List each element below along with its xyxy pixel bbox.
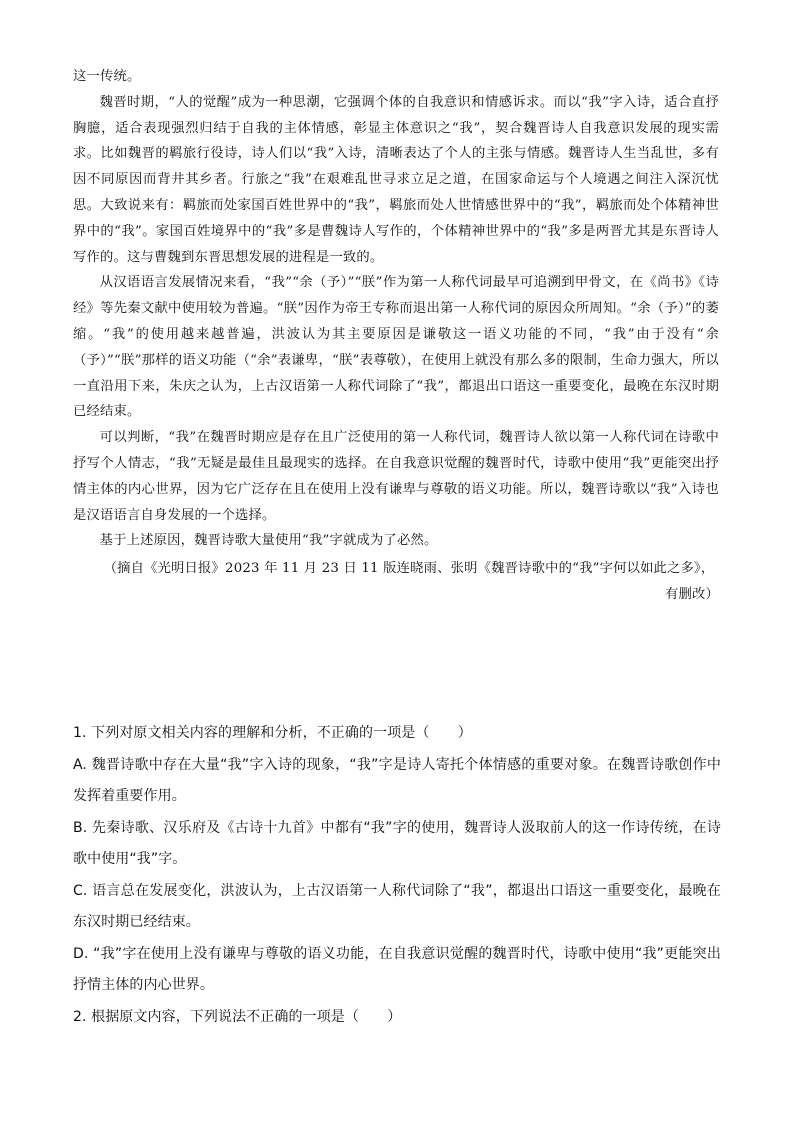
reading-passage [73, 64, 719, 608]
passage-fragment: 这一传统。 [73, 69, 141, 84]
question-section [73, 718, 721, 1033]
passage-paragraph: 可以判断，“我”在魏晋时期应是存在且广泛使用的第一人称代词，魏晋诗人欲以第一人称代词在诗歌中抒写个人情志，“我”无疑是最佳且最现实的选择。在自我意识觉醒的魏晋时代，诗歌中使用“我”更能突出抒情主体的内心世界，因为它广泛存在且在使用上没有谦卑与尊敬的语义功能。所以，魏晋诗歌以“我”入诗也是汉语语言自身发展的一个选择。 [73, 430, 719, 523]
question-option-a: A. 魏晋诗歌中存在大量“我”字入诗的现象，“我”字是诗人寄托个体情感的重要对象。在魏晋诗歌创作中发挥着重要作用。 [73, 756, 721, 804]
passage-paragraph: 从汉语语言发展情况来看，“我”“余（予）”“朕”作为第一人称代词最早可追溯到甲骨文，在《尚书》《诗经》等先秦文献中使用较为普遍。“朕”因作为帝王专称而退出第一人称代词的原因众所周知。“余（予）”的萎缩。“我”的使用越来越普遍，洪波认为其主要原因是谦敬这一语义功能的不同，“我”由于没有“余（予）”“朕”那样的语义功能（“余”表谦卑，“朕”表尊敬），在使用上就没有那么多的限制，生命力强大，所以一直沿用下来，朱庆之认为，上古汉语第一人称代词除了“我”，都退出口语这一重要变化，最晚在东汉时期已经结束。 [73, 275, 719, 420]
source-citation-tail: 有删改） [665, 586, 719, 602]
question-option-d: D. “我”字在使用上没有谦卑与尊敬的语义功能，在自我意识觉醒的魏晋时代，诗歌中使用“我”更能突出抒情主体的内心世界。 [73, 945, 721, 993]
question-stem: 2. 根据原文内容，下列说法不正确的一项是（ ） [73, 1008, 402, 1025]
source-citation: （摘自《光明日报》2023 年 11 月 23 日 11 版连晓雨、张明《魏晋诗歌中的“我”字何以如此之多》， [103, 561, 715, 577]
question-option-b: B. 先秦诗歌、汉乐府及《古诗十九首》中都有“我”字的使用，魏晋诗人汲取前人的这一作诗传统，在诗歌中使用“我”字。 [73, 819, 721, 867]
question-option-c: C. 语言总在发展变化，洪波认为，上古汉语第一人称代词除了“我”，都退出口语这一重要变化，最晚在东汉时期已经结束。 [73, 882, 721, 930]
passage-paragraph: 魏晋时期，“人的觉醒”成为一种思潮，它强调个体的自我意识和情感诉求。而以“我”字入诗，适合直抒胸臆，适合表现强烈归结于自我的主体情感，彰显主体意识之“我”，契合魏晋诗人自我意识发展的现实需求。比如魏晋的羁旅行役诗，诗人们以“我”入诗，清晰表达了个人的主张与情感。魏晋诗人生当乱世，多有因不同原因而背井其乡者。行旅之“我”在艰难乱世寻求立足之道，在国家命运与个人境遇之间注入深沉忧思。大致说来有：羁旅而处家国百姓世界中的“我”，羁旅而处人世情感世界中的“我”，羁旅而处个体精神世界中的“我”。家国百姓境界中的“我”多是曹魏诗人写作的，个体精神世界中的“我”多是两晋尤其是东晋诗人写作的。这与曹魏到东晋思想发展的进程是一致的。 [73, 94, 719, 265]
passage-paragraph: 基于上述原因，魏晋诗歌大量使用“我”字就成为了必然。 [99, 533, 438, 549]
question-stem: 1. 下列对原文相关内容的理解和分析，不正确的一项是（ ） [73, 725, 472, 741]
